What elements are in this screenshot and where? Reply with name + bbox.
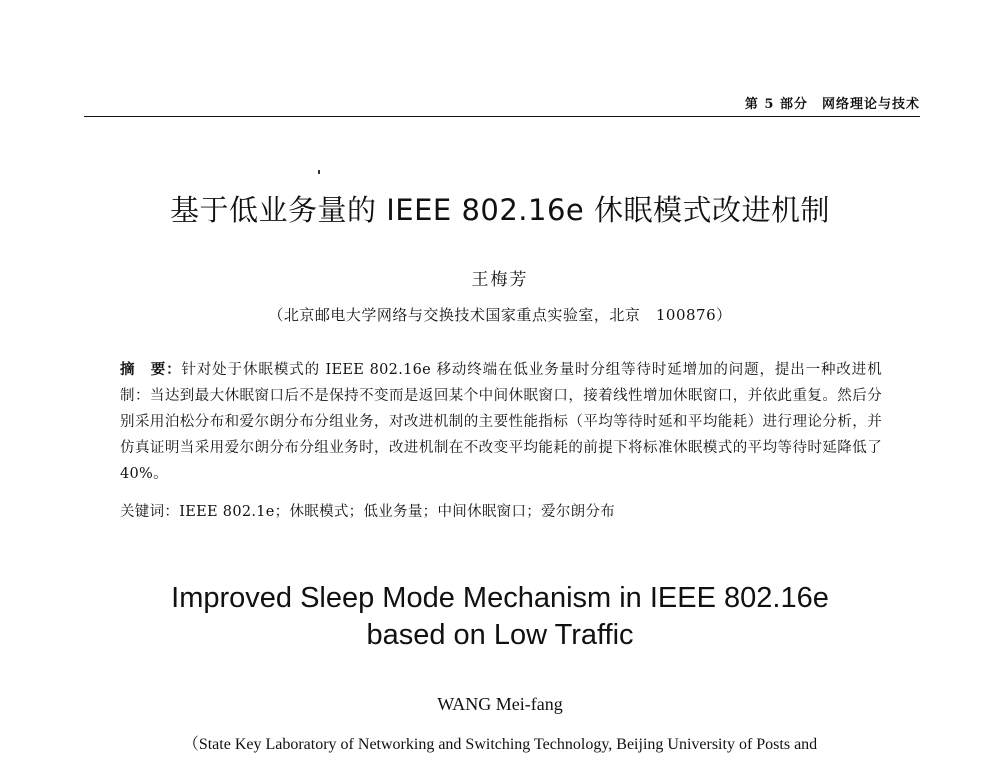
author-zh: 王梅芳: [471, 270, 529, 290]
paper-title-en-line2: based on Low Traffic: [366, 619, 634, 651]
affiliation-zh: （北京邮电大学网络与交换技术国家重点实验室，北京 100876）: [268, 306, 732, 324]
affiliation-en: （State Key Laboratory of Networking and Switching Technology, Beijing University of Posts and: [182, 736, 818, 753]
scan-mark: [318, 170, 320, 174]
section-header: 第 5 部分 网络理论与技术: [744, 97, 920, 112]
header-rule: [84, 116, 920, 117]
author-en: WANG Mei-fang: [437, 694, 563, 714]
abstract-label: 摘 要：: [120, 361, 182, 378]
keywords-label: 关键词：: [120, 504, 180, 520]
keywords-text: IEEE 802.1e；休眠模式；低业务量；中间休眠窗口；爱尔朗分布: [179, 504, 616, 520]
keywords-zh: [120, 500, 882, 521]
paper-title-en-line1: Improved Sleep Mode Mechanism in IEEE 802.16e: [171, 582, 829, 614]
paper-title-zh: 基于低业务量的 IEEE 802.16e 休眠模式改进机制: [170, 193, 830, 227]
paper-title-en: [0, 580, 1000, 654]
abstract-zh: [120, 357, 882, 487]
abstract-text: 针对处于休眠模式的 IEEE 802.16e 移动终端在低业务量时分组等待时延增加的问题，提出一种改进机制：当达到最大休眠窗口后不是保持不变而是返回某个中间休眠窗口，接着线性增加休眠窗口，并依此重复。然后分别采用泊松分布和爱尔朗分布分组业务，对改进机制的主要性能指标（平均等待时延和平均能耗）进行理论分析，并仿真证明当采用爱尔朗分布分组业务时，改进机制在不改变平均能耗的前提下将标准休眠模式的平均等待时延降低了 40%。: [120, 362, 882, 482]
